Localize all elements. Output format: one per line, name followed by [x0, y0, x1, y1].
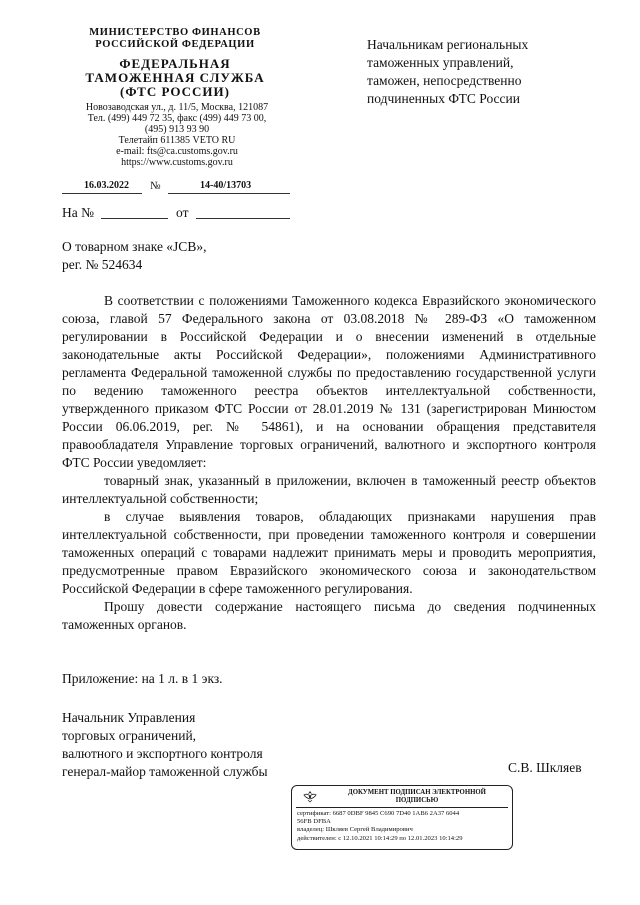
- teletype-line: Телетайп 611385 VETO RU: [118, 135, 236, 146]
- signer-line-2: торговых ограничений,: [62, 728, 197, 743]
- phone-line: Тел. (499) 449 72 35, факс (499) 449 73 00,: [87, 113, 267, 124]
- agency-contacts: [68, 102, 286, 168]
- certificate-line-2: 56FB DFBA: [297, 818, 331, 826]
- date-underline: [62, 193, 142, 194]
- signer-line-1: Начальник Управления: [62, 710, 196, 725]
- letter-number: 14-40/13703: [200, 180, 252, 191]
- reference-label: На №: [62, 205, 94, 220]
- reference-from-label: от: [176, 205, 189, 220]
- certificate-line-1: сертификат: 6687 0DBF 9845 C690 7D40 1AB6 2A37 6044: [297, 810, 460, 817]
- address-line: Новозаводская ул., д. 11/5, Москва, 121087: [85, 102, 269, 113]
- body-paragraph-4: Прошу довести содержание настоящего письма до сведения подчиненных таможенных органов.: [62, 599, 596, 632]
- number-underline: [168, 193, 290, 194]
- recipient-line-1: Начальникам региональных: [367, 37, 529, 52]
- body-paragraph-2: товарный знак, указанный в приложении, включен в таможенный реестр объектов интеллектуальной собственности;: [62, 473, 596, 506]
- recipient-line-3: таможен, непосредственно: [367, 73, 522, 88]
- website-line: https://www.customs.gov.ru: [121, 157, 233, 168]
- agency-line-3: (ФТС РОССИИ): [120, 84, 230, 99]
- agency-header: [70, 57, 280, 99]
- letter-date: 16.03.2022: [84, 180, 129, 191]
- signer-line-3: валютного и экспортного контроля: [62, 746, 263, 761]
- agency-line-1: ФЕДЕРАЛЬНАЯ: [119, 56, 231, 71]
- recipient-block: [367, 36, 607, 108]
- subject-line-1: О товарном знаке «JCB»,: [62, 239, 207, 254]
- certificate-validity: действителен: с 12.10.2021 10:14:29 по 12.01.2023 10:14:29: [297, 834, 463, 842]
- emblem-icon: [299, 789, 321, 804]
- reference-date-underline: [196, 218, 290, 219]
- subject-line-2: рег. № 524634: [62, 257, 143, 272]
- ministry-line-1: МИНИСТЕРСТВО ФИНАНСОВ: [89, 27, 261, 38]
- body-paragraph-3: в случае выявления товаров, обладающих признаками нарушения прав интеллектуальной собственности, при проведении таможенного контроля и совершении таможенных операций с товарами надлежит принимать меры и проводить мероприятия, предусмотренные правом Евразийского экономического союза и законодательством Российской Федерации в сфере таможенного регулирования.: [62, 509, 596, 596]
- signer-name: С.В. Шкляев: [508, 760, 582, 775]
- ministry-line-2: РОССИЙСКОЙ ФЕДЕРАЦИИ: [95, 39, 255, 50]
- certificate-owner: владелец: Шкляев Сергей Владимирович: [297, 826, 413, 834]
- e-signature-stamp: [291, 785, 513, 850]
- number-sign: №: [150, 180, 161, 192]
- ministry-header: [70, 27, 280, 51]
- recipient-line-4: подчиненных ФТС России: [367, 91, 520, 106]
- attachment-note: Приложение: на 1 л. в 1 экз.: [62, 671, 223, 686]
- signer-line-4: генерал-майор таможенной службы: [62, 764, 268, 779]
- stamp-title-line-1: ДОКУМЕНТ ПОДПИСАН ЭЛЕКТРОННОЙ: [348, 789, 486, 796]
- agency-line-2: ТАМОЖЕННАЯ СЛУЖБА: [85, 70, 265, 85]
- email-line: e-mail: fts@ca.customs.gov.ru: [116, 146, 238, 157]
- stamp-title: [328, 789, 506, 805]
- reference-number-underline: [101, 218, 168, 219]
- body-paragraph-1: В соответствии с положениями Таможенного кодекса Евразийского экономического союза, главой 57 Федерального закона от 03.08.2018 № 289-ФЗ «О таможенном регулировании в Российской Федерации и о внесении изменений в отдельные законодательные акты Российской Федерации», положениями Административного регламента Федеральной таможенной службы по предоставлению государственной услуги по ведению таможенного реестра объектов интеллектуальной собственности, утвержденного приказом ФТС России от 28.01.2019 № 131 (зарегистрирован Минюстом России 06.06.2019, рег. № 54861), и на основании обращения представителя правообладателя Управление торговых ограничений, валютного и экспортного контроля ФТС России уведомляет:: [62, 293, 596, 470]
- letter-body: [62, 292, 596, 634]
- signer-position: [62, 709, 268, 781]
- stamp-details: [297, 810, 507, 843]
- phone-line-2: (495) 913 93 90: [144, 124, 210, 135]
- recipient-line-2: таможенных управлений,: [367, 55, 514, 70]
- letter-subject: [62, 238, 206, 274]
- stamp-title-line-2: ПОДПИСЬЮ: [395, 797, 439, 804]
- stamp-divider: [296, 807, 508, 808]
